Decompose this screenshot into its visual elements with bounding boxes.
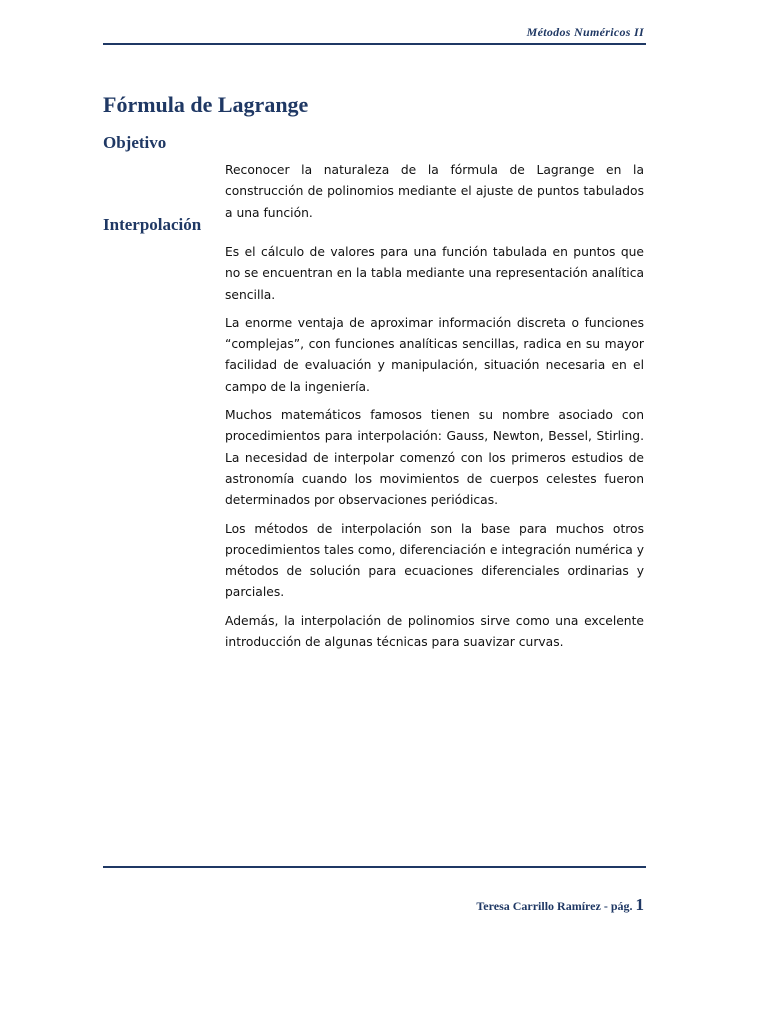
header-rule (103, 43, 646, 45)
section-body-objetivo (225, 160, 644, 231)
section-body-interpolacion (225, 242, 644, 660)
paragraph: Además, la interpolación de polinomios sirve como una excelente introducción de algunas técnicas para suavizar curvas. (225, 613, 644, 650)
header-title: Métodos Numéricos II (526, 25, 644, 39)
footer-page-label: - pág. (600, 899, 636, 913)
footer-text (476, 895, 644, 915)
footer-page-number: 1 (635, 895, 644, 914)
paragraph: Es el cálculo de valores para una función tabulada en puntos que no se encuentran en la tabla mediante una representación analítica sencilla. (225, 245, 644, 302)
paragraph: Muchos matemáticos famosos tienen su nombre asociado con procedimientos para interpolación: Gauss, Newton, Bessel, Stirling. La necesidad de interpolar comenzó con los primeros estudios de astronomía cuando los movimientos de cuerpos celestes fueron determinados por observaciones periódicas. (225, 408, 644, 508)
footer-author: Teresa Carrillo Ramírez (476, 899, 601, 913)
section-heading-interpolacion: Interpolación (103, 215, 202, 234)
paragraph: Reconocer la naturaleza de la fórmula de Lagrange en la construcción de polinomios mediante el ajuste de puntos tabulados a una función. (225, 163, 644, 220)
section-heading-objetivo: Objetivo (103, 133, 167, 152)
document-title: Fórmula de Lagrange (103, 92, 309, 117)
footer-rule (103, 866, 646, 868)
paragraph: La enorme ventaja de aproximar información discreta o funciones “complejas”, con funciones analíticas sencillas, radica en su mayor facilidad de evaluación y manipulación, situación necesaria en el campo de la ingeniería. (225, 315, 644, 394)
paragraph: Los métodos de interpolación son la base para muchos otros procedimientos tales como, diferenciación e integración numérica y métodos de solución para ecuaciones diferenciales ordinarias y parciales. (225, 521, 644, 600)
